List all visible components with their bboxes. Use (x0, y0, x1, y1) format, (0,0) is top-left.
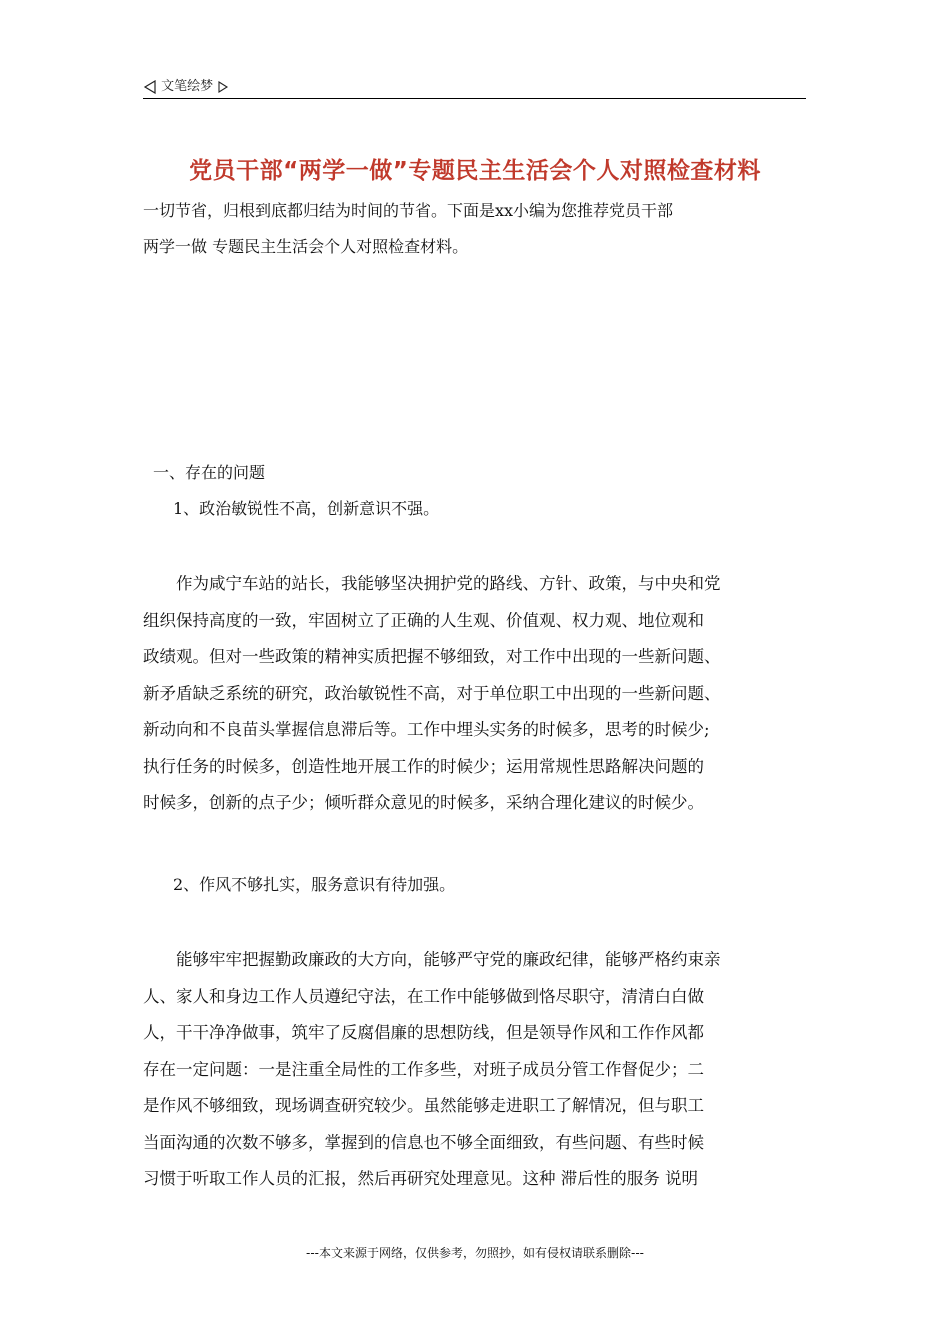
item-1-body (143, 566, 808, 822)
body-line: 作为咸宁车站的站长，我能够坚决拥护党的路线、方针、政策，与中央和党 (143, 574, 721, 593)
intro-line-1: 一切节省，归根到底都归结为时间的节省。下面是xx小编为您推荐党员干部 (143, 201, 674, 220)
body-line: 时候多，创新的点子少；倾听群众意见的时候多，采纳合理化建议的时候少。 (143, 793, 704, 812)
body-line: 习惯于听取工作人员的汇报，然后再研究处理意见。这种 滞后性的服务 说明 (143, 1169, 698, 1188)
page-footer: ---本文来源于网络，仅供参考，勿照抄，如有侵权请联系删除--- (306, 1246, 644, 1260)
left-triangle-icon (143, 80, 157, 94)
body-line: 人、家人和身边工作人员遵纪守法，在工作中能够做到恪尽职守，清清白白做 (143, 986, 704, 1006)
item-heading-2: 2、作风不够扎实，服务意识有待加强。 (173, 875, 456, 894)
body-line: 人，干干净净做事，筑牢了反腐倡廉的思想防线，但是领导作风和工作作风都 (143, 1023, 704, 1042)
brand-text: 文笔绘梦 (161, 79, 214, 94)
intro-line-2: 两学一做 专题民主生活会个人对照检查材料。 (143, 237, 469, 256)
item-2-body (143, 942, 808, 1198)
page-header (143, 73, 806, 99)
body-line: 执行任务的时候多，创造性地开展工作的时候少；运用常规性思路解决问题的 (143, 756, 704, 776)
section-heading: 一、存在的问题 (153, 463, 266, 482)
body-line: 政绩观。但对一些政策的精神实质把握不够细致，对工作中出现的一些新问题、 (143, 647, 721, 666)
body-line: 组织保持高度的一致，牢固树立了正确的人生观、价值观、权力观、地位观和 (143, 610, 704, 630)
body-line: 能够牢牢把握勤政廉政的大方向，能够严守党的廉政纪律，能够严格约束亲 (143, 950, 721, 969)
body-line: 新动向和不良苗头掌握信息滞后等。工作中埋头实务的时候多，思考的时候少; (143, 720, 710, 739)
body-line: 新矛盾缺乏系统的研究，政治敏锐性不高，对于单位职工中出现的一些新问题、 (143, 683, 721, 703)
body-line: 是作风不够细致，现场调查研究较少。虽然能够走进职工了解情况，但与职工 (143, 1096, 704, 1115)
document-title: 党员干部“两学一做”专题民主生活会个人对照检查材料 (189, 158, 761, 184)
item-heading-1: 1、政治敏锐性不高，创新意识不强。 (173, 499, 440, 518)
header-brand (143, 75, 229, 94)
body-line: 当面沟通的次数不够多，掌握到的信息也不够全面细致，有些问题、有些时候 (143, 1132, 704, 1152)
body-line: 存在一定问题：一是注重全局性的工作多些，对班子成员分管工作督促少；二 (143, 1059, 704, 1079)
header-rule (143, 98, 806, 99)
right-triangle-icon (217, 81, 229, 93)
